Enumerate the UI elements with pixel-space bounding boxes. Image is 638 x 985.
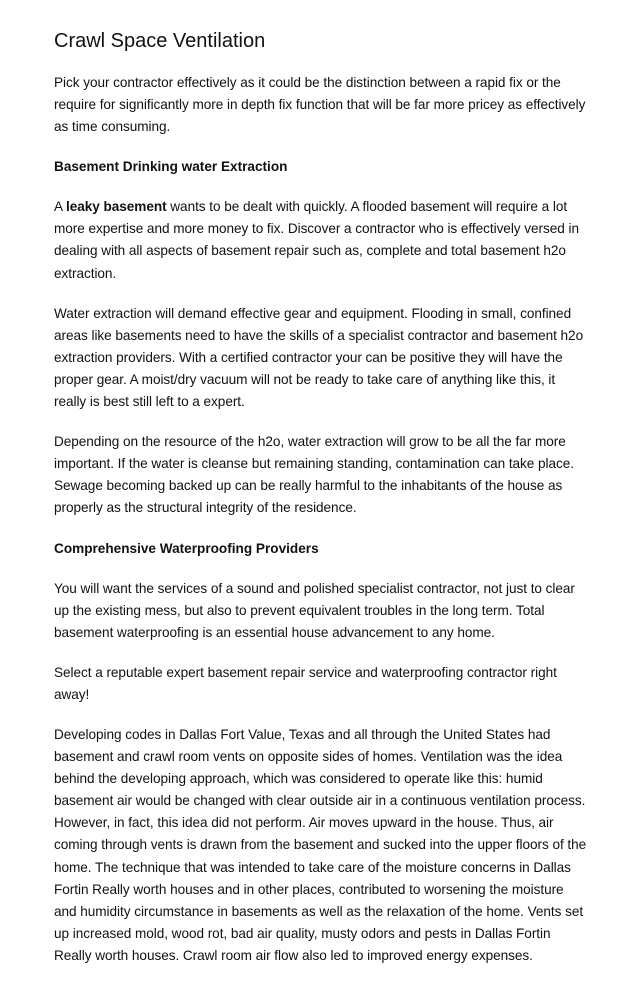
paragraph-text-rest: wants to be dealt with quickly. A flooded basement will require a lot more expertise and more money to fix. Discover a contractor who is effectively versed in dealing with all aspects of basement repair such as, complete and total basement h2o extraction. — [54, 199, 579, 281]
water-extraction-paragraph: Water extraction will demand effective gear and equipment. Flooding in small, confined areas like basements need to have the skills of a specialist contractor and basement h2o extraction providers. With a certified contractor your can be positive they will have the proper gear. A moist/dry vacuum will not be ready to take care of anything like this, it really is best still left to a expert. — [54, 305, 584, 410]
intro-paragraph: Pick your contractor effectively as it could be the distinction between a rapid fix or the require for significantly more in depth fix function that will be far more pricey as effectively as time consuming. — [54, 75, 586, 135]
bold-phrase: leaky basement — [66, 199, 167, 215]
leaky-basement-paragraph — [54, 196, 588, 284]
page-title: Crawl Space Ventilation — [54, 30, 266, 52]
specialist-contractor-paragraph: You will want the services of a sound and polished specialist contractor, not just to clear up the existing mess, but also to prevent equivalent troubles in the long term. Total basement waterproofing is an essential house advancement to any home. — [54, 580, 575, 640]
document-page — [54, 28, 588, 985]
section-heading-waterproofing: Comprehensive Waterproofing Providers — [54, 540, 319, 556]
paragraph-text-start: A — [54, 199, 66, 215]
select-contractor-paragraph: Select a reputable expert basement repair service and waterproofing contractor right away! — [54, 664, 557, 702]
water-source-paragraph: Depending on the resource of the h2o, water extraction will grow to be all the far more important. If the water is cleanse but remaining standing, contamination can take place. Sewage becoming backed up can be really harmful to the inhabitants of the house as properly as the structural integrity of the residence. — [54, 434, 575, 516]
building-codes-paragraph: Developing codes in Dallas Fort Value, Texas and all through the United States had basement and crawl room vents on opposite sides of homes. Ventilation was the idea behind the developing approach, which was considered to operate like this: humid basement air would be changed with clear outside air in a continuous ventilation process. However, in fact, this idea did not perform. Air moves upward in the house. Thus, air coming through vents is drawn from the basement and sucked into the upper floors of the home. The technique that was intended to take care of the moisture concerns in Dallas Fortin Really worth houses and in other places, contributed to worsening the moisture and humidity circumstance in basements as well as the relaxation of the home. Vents set up increased mold, wood rot, bad air quality, musty odors and pests in Dallas Fortin Really worth houses. Crawl room air flow also led to improved energy expenses. — [54, 726, 587, 963]
section-heading-basement-extraction: Basement Drinking water Extraction — [54, 159, 288, 175]
